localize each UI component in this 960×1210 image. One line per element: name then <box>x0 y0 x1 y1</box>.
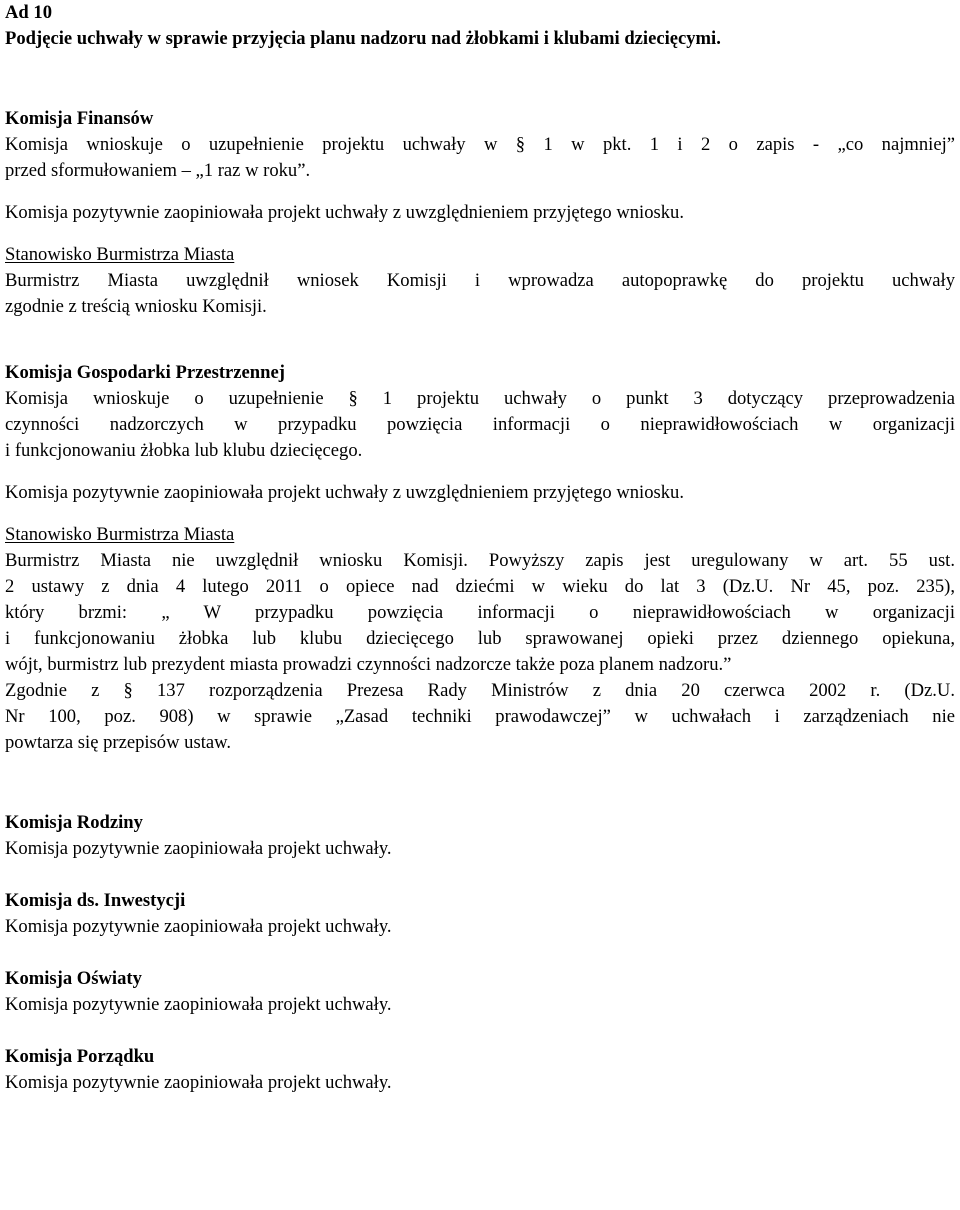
document-page <box>5 0 955 1096</box>
section-rodziny <box>5 810 955 862</box>
opinion-text: Komisja pozytywnie zaopiniowała projekt uchwały z uwzględnieniem przyjętego wniosku. <box>5 202 684 223</box>
stanowisko-heading: Stanowisko Burmistrza Miasta <box>5 244 235 265</box>
section-heading: Komisja ds. Inwestycji <box>5 890 186 911</box>
section-gospodarka <box>5 360 955 756</box>
section-porzadek <box>5 1044 955 1096</box>
section-heading: Komisja Gospodarki Przestrzennej <box>5 362 285 383</box>
paragraph-line: Komisja wnioskuje o uzupełnienie projektu uchwały w § 1 w pkt. 1 i 2 o zapis - „co najmniej” <box>5 134 955 155</box>
opinion-text: Komisja pozytywnie zaopiniowała projekt uchwały. <box>5 1072 392 1093</box>
item-title: Podjęcie uchwały w sprawie przyjęcia planu nadzoru nad żłobkami i klubami dziecięcymi. <box>5 28 721 49</box>
opinion-text: Komisja pozytywnie zaopiniowała projekt uchwały z uwzględnieniem przyjętego wniosku. <box>5 482 684 503</box>
paragraph-line: i funkcjonowaniu żłobka lub klubu dziecięcego. <box>5 440 363 461</box>
paragraph-line: Nr 100, poz. 908) w sprawie „Zasad techniki prawodawczej” w uchwałach i zarządzeniach nie <box>5 706 955 727</box>
paragraph-line: Burmistrz Miasta uwzględnił wniosek Komisji i wprowadza autopoprawkę do projektu uchwały <box>5 270 955 291</box>
section-heading: Komisja Oświaty <box>5 968 142 989</box>
paragraph-line: powtarza się przepisów ustaw. <box>5 732 231 753</box>
paragraph-line: który brzmi: „ W przypadku powzięcia informacji o nieprawidłowościach w organizacji <box>5 602 955 623</box>
section-oswiata <box>5 966 955 1018</box>
paragraph-line: Zgodnie z § 137 rozporządzenia Prezesa Rady Ministrów z dnia 20 czerwca 2002 r. (Dz.U. <box>5 680 955 701</box>
paragraph-line: Burmistrz Miasta nie uwzględnił wniosku Komisji. Powyższy zapis jest uregulowany w art. 55 ust. <box>5 550 955 571</box>
section-inwestycje <box>5 888 955 940</box>
stanowisko-heading: Stanowisko Burmistrza Miasta <box>5 524 235 545</box>
paragraph-line: i funkcjonowaniu żłobka lub klubu dziecięcego lub sprawowanej opieki przez dziennego opiekuna, <box>5 628 955 649</box>
paragraph-line: przed sformułowaniem – „1 raz w roku”. <box>5 160 311 181</box>
opinion-text: Komisja pozytywnie zaopiniowała projekt uchwały. <box>5 916 392 937</box>
section-heading: Komisja Rodziny <box>5 812 143 833</box>
item-number: Ad 10 <box>5 2 53 23</box>
paragraph-line: 2 ustawy z dnia 4 lutego 2011 o opiece nad dziećmi w wieku do lat 3 (Dz.U. Nr 45, poz. 235), <box>5 576 955 597</box>
section-heading: Komisja Finansów <box>5 108 154 129</box>
paragraph-line: Komisja wnioskuje o uzupełnienie § 1 projektu uchwały o punkt 3 dotyczący przeprowadzenia <box>5 388 955 409</box>
paragraph-line: czynności nadzorczych w przypadku powzięcia informacji o nieprawidłowościach w organizacji <box>5 414 955 435</box>
section-heading: Komisja Porządku <box>5 1046 155 1067</box>
opinion-text: Komisja pozytywnie zaopiniowała projekt uchwały. <box>5 994 392 1015</box>
paragraph-line: wójt, burmistrz lub prezydent miasta prowadzi czynności nadzorcze także poza planem nadzoru.” <box>5 654 732 675</box>
paragraph-line: zgodnie z treścią wniosku Komisji. <box>5 296 267 317</box>
opinion-text: Komisja pozytywnie zaopiniowała projekt uchwały. <box>5 838 392 859</box>
section-finanse <box>5 106 955 320</box>
